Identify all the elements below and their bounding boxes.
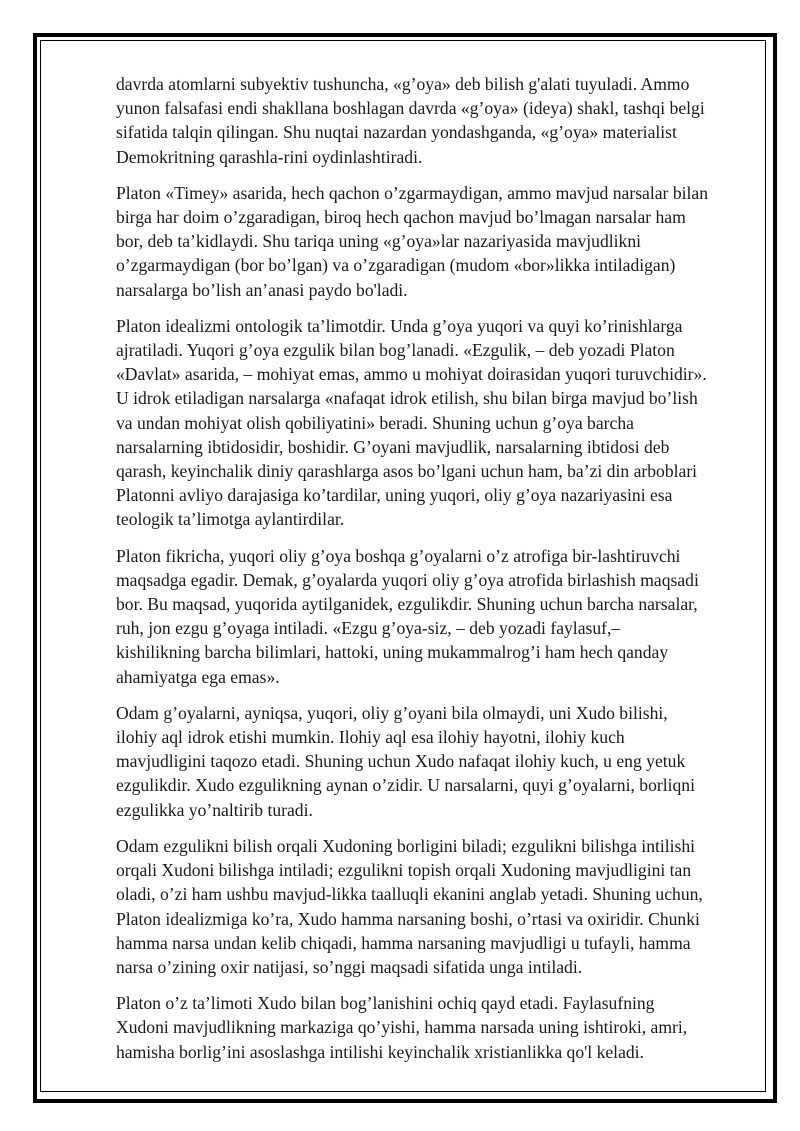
paragraph-5: Odam g’oyalarni, ayniqsa, yuqori, oliy g’oyani bila olmaydi, uni Xudo bilishi, ilohiy aql idrok etishi mumkin. Ilohiy aql esa ilohiy hayotni, ilohiy kuch mavjudligini taqozo etadi. Shuning uchun Xudo nafaqat ilohiy kuch, u eng yetuk ezgulikdir. Xudo ezgulikning aynan o’zidir. U narsalarni, quyi g’oyalarni, borliqni ezgulikka yo’naltirib turadi.: [116, 702, 695, 820]
document-body: [116, 72, 708, 1076]
paragraph-1: davrda atomlarni subyektiv tushuncha, «g’oya» deb bilish g'alati tuyuladi. Ammo yunon falsafasi endi shakllana boshlagan davrda «g’oya» (ideya) shakl, tashqi belgi sifatida talqin qilingan. Shu nuqtai nazardan yondashganda, «g’oya» materialist Demokritning qarashla-rini oydinlashtiradi.: [116, 74, 705, 167]
paragraph-4: Platon fikricha, yuqori oliy g’oya boshqa g’oyalarni o’z atrofiga bir-lashtiruvchi maqsadga egadir. Demak, g’oyalarda yuqori oliy g’oya atrofida birlashish maqsadi bor. Bu maqsad, yuqorida aytilganidek, ezgulikdir. Shuning uchun barcha narsalar, ruh, jon ezgu g’oyaga intiladi. «Ezgu g’oya-siz, – deb yozadi faylasuf,– kishilikning barcha bilimlari, hattoki, uning mukammalrog’i ham hech qanday ahamiyatga ega emas».: [116, 545, 699, 687]
paragraph-3: Platon idealizmi ontologik ta’limotdir. Unda g’oya yuqori va quyi ko’rinishlarga ajratiladi. Yuqori g’oya ezgulik bilan bog’lanadi. «Ezgulik, – deb yozadi Platon «Davlat» asarida, – mohiyat emas, ammo u mohiyat doirasidan yuqori turuvchidir». U idrok etiladigan narsalarga «nafaqat idrok etilish, shu bilan birga mavjud bo’lish va undan mohiyat olish qobiliyatini» beradi. Shuning uchun g’oya barcha narsalarning ibtidosidir, boshidir. G’oyani mavjudlik, narsalarning ibtidosi deb qarash, keyinchalik diniy qarashlarga asos bo’lgani uchun ham, ba’zi din arboblari Platonni avliyo darajasiga ko’tardilar, uning yuqori, oliy g’oya nazariyasini esa teologik ta’limotga aylantirdilar.: [116, 315, 707, 530]
paragraph-6: Odam ezgulikni bilish orqali Xudoning borligini biladi; ezgulikni bilishga intilishi orqali Xudoni bilishga intiladi; ezgulikni topish orqali Xudoning mavjudligini tan oladi, o’zi ham ushbu mavjud-likka taalluqli ekanini anglab yetadi. Shuning uchun, Platon idealizmiga ko’ra, Xudo hamma narsaning boshi, o’rtasi va oxiridir. Chunki hamma narsa undan kelib chiqadi, hamma narsaning mavjudligi u tufayli, hamma narsa o’zining oxir natijasi, so’nggi maqsadi sifatida unga intiladi.: [116, 835, 703, 977]
paragraph-2: Platon «Timey» asarida, hech qachon o’zgarmaydigan, ammo mavjud narsalar bilan birga har doim o’zgaradigan, biroq hech qachon mavjud bo’lmagan narsalar ham bor, deb ta’kidlaydi. Shu tariqa uning «g’oya»lar nazariyasida mavjudlikni o’zgarmaydigan (bor bo’lgan) va o’zgaradigan (mudom «bor»likka intiladigan) narsalarga bo’lish an’anasi paydo bo'ladi.: [116, 182, 708, 300]
paragraph-7: Platon o’z ta’limoti Xudo bilan bog’lanishini ochiq qayd etadi. Faylasufning Xudoni mavjudlikning markaziga qo’yishi, hamma narsada uning ishtiroki, amri, hamisha borlig’ini asoslashga intilishi keyinchalik xristianlikka qo'l keladi.: [116, 993, 688, 1062]
